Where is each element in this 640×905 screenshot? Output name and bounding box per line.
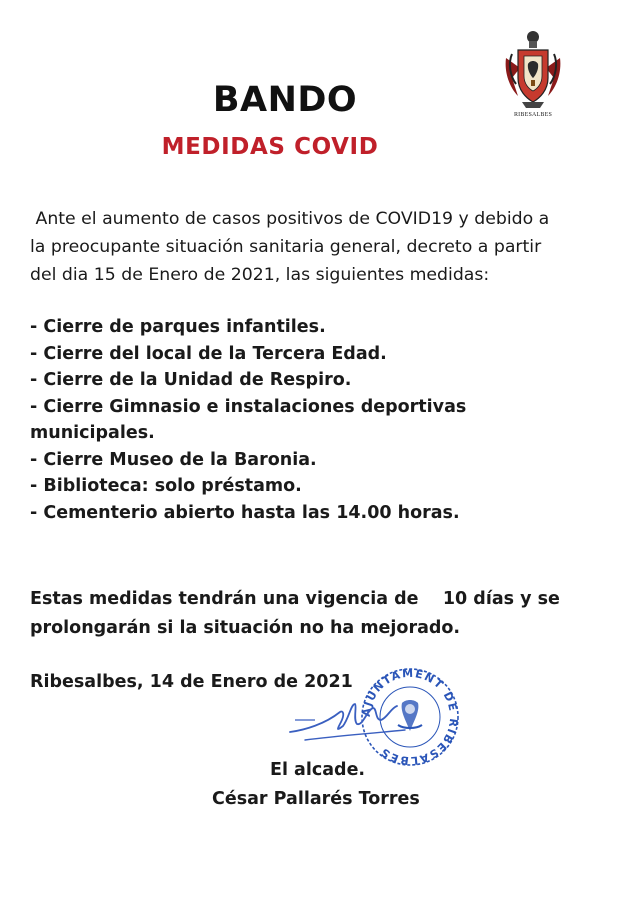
intro-line: Ante el aumento de casos positivos de COVID19 y debido a	[30, 209, 550, 229]
crest-label: RIBESALBES	[513, 112, 552, 118]
intro-line: del dia 15 de Enero de 2021, las siguientes medidas:	[30, 265, 490, 285]
intro-line: la preocupante situación sanitaria general, decreto a partir	[30, 237, 542, 257]
measure-item: - Cierre de parques infantiles.	[30, 317, 326, 337]
measure-item: - Cierre del local de la Tercera Edad.	[30, 343, 387, 364]
validity-line: prolongarán si la situación no ha mejorado.	[30, 618, 461, 638]
seal-text: AJUNTAMENT DE RIBESALBES	[359, 666, 461, 768]
measure-item: municipales.	[30, 423, 155, 443]
crest-icon	[502, 28, 564, 112]
place-date: Ribesalbes, 14 de Enero de 2021	[30, 672, 353, 692]
measure-item: - Cierre de la Unidad de Respiro.	[30, 370, 352, 390]
page-title: BANDO	[212, 80, 358, 120]
signature	[285, 690, 425, 750]
measure-item: - Cementerio abierto hasta las 14.00 horas.	[30, 502, 460, 523]
measures-list	[30, 314, 630, 526]
coat-of-arms	[502, 28, 564, 122]
page-subtitle: MEDIDAS COVID	[161, 134, 379, 160]
measure-item: - Cierre Gimnasio e instalaciones deportivas	[30, 396, 467, 417]
intro-paragraph	[30, 205, 630, 289]
signer-name: César Pallarés Torres	[212, 789, 420, 809]
measure-item: - Biblioteca: solo préstamo.	[30, 476, 302, 496]
measure-item: - Cierre Museo de la Baronia.	[30, 449, 317, 470]
validity-line: Estas medidas tendrán una vigencia de 10 días y se	[30, 589, 560, 609]
signer-role: El alcade.	[270, 760, 366, 780]
validity-paragraph	[30, 585, 630, 643]
